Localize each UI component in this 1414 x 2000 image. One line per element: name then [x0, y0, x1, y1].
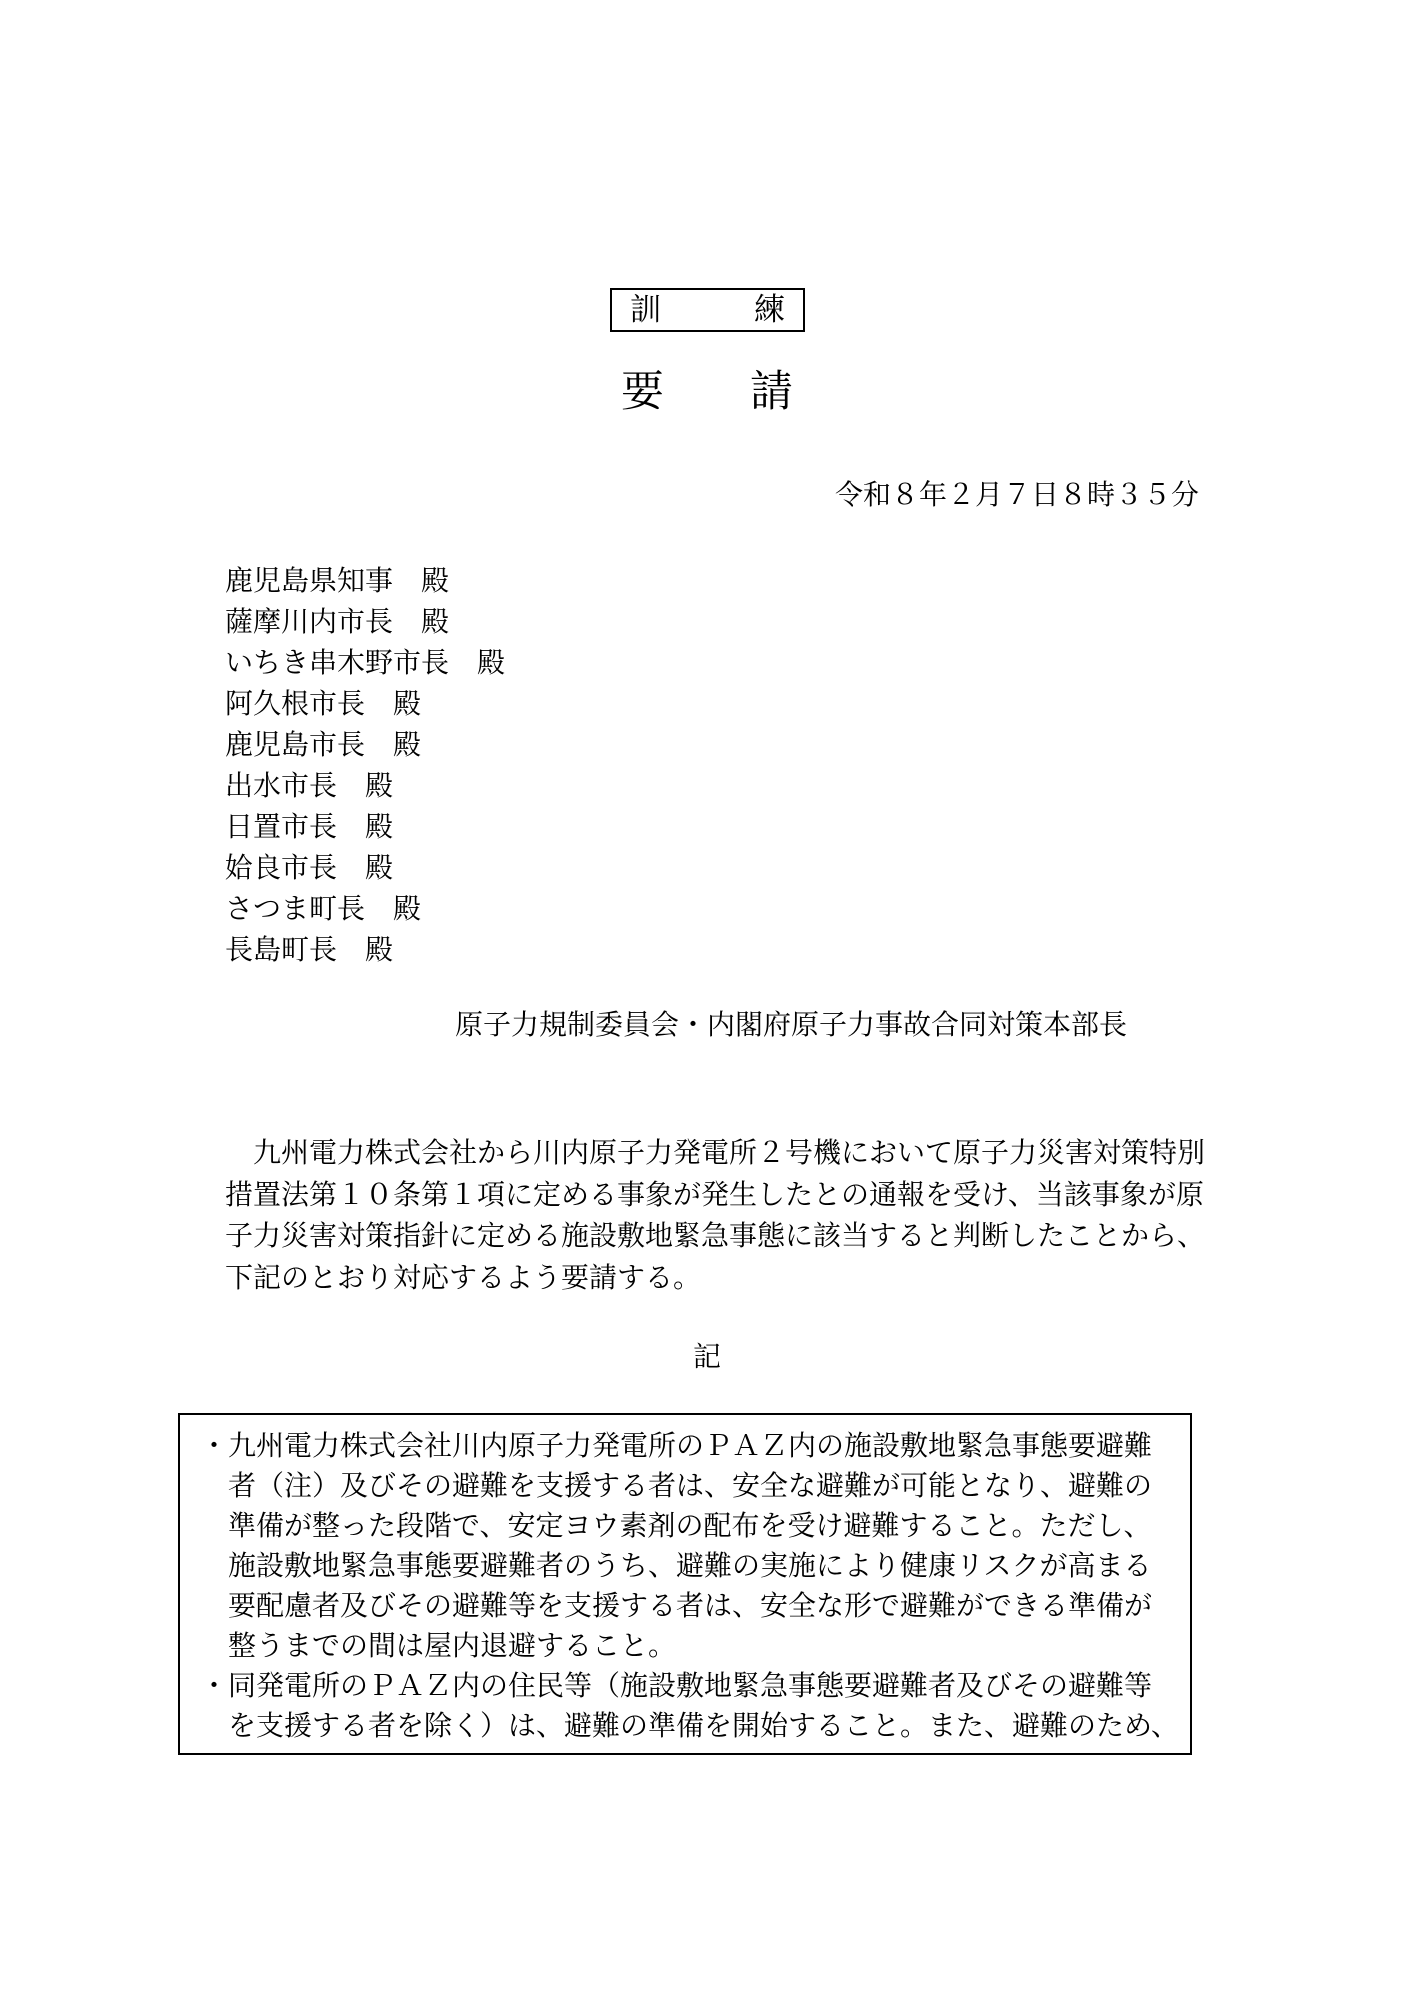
document-title: 要 請 [621, 369, 793, 416]
recipient-line: 出水市長 殿 [225, 771, 394, 802]
notation-ki: 記 [692, 1342, 721, 1373]
notice-line: 要配慮者及びその避難等を支援する者は、安全な形で避難ができる準備が [228, 1591, 1153, 1622]
body-line: 措置法第１０条第１項に定める事象が発生したとの通報を受け、当該事象が原 [225, 1179, 1204, 1211]
issue-datetime: 令和８年２月７日８時３５分 [835, 480, 1200, 511]
notice-line: 準備が整った段階で、安定ヨウ素剤の配布を受け避難すること。ただし、 [228, 1511, 1152, 1542]
body-paragraph [225, 1133, 1209, 1299]
notice-line: 者（注）及びその避難を支援する者は、安全な避難が可能となり、避難の [228, 1471, 1153, 1502]
recipient-line: 阿久根市長 殿 [225, 689, 422, 720]
recipient-line: いちき串木野市長 殿 [225, 648, 506, 679]
recipient-line: さつま町長 殿 [225, 894, 422, 925]
drill-stamp-box [610, 288, 805, 332]
notice-line: ・同発電所のＰＡＺ内の住民等（施設敷地緊急事態要避難者及びその避難等 [200, 1671, 1153, 1702]
recipient-line: 長島町長 殿 [225, 935, 394, 966]
notice-box [178, 1413, 1192, 1755]
sender-title: 原子力規制委員会・内閣府原子力事故合同対策本部長 [455, 1010, 1128, 1041]
drill-stamp-label: 訓 練 [630, 292, 785, 327]
body-line: 下記のとおり対応するよう要請する。 [225, 1262, 702, 1294]
recipient-line: 鹿児島県知事 殿 [225, 566, 450, 597]
notice-line: 整うまでの間は屋内退避すること。 [228, 1631, 677, 1662]
recipient-line: 薩摩川内市長 殿 [225, 607, 450, 638]
recipient-line: 姶良市長 殿 [225, 853, 394, 884]
recipient-line: 日置市長 殿 [225, 812, 394, 843]
body-line: 九州電力株式会社から川内原子力発電所２号機において原子力災害対策特別 [225, 1138, 1206, 1169]
recipient-list [225, 561, 505, 971]
recipient-line: 鹿児島市長 殿 [225, 730, 422, 761]
notice-line: ・九州電力株式会社川内原子力発電所のＰＡＺ内の施設敷地緊急事態要避難 [200, 1431, 1153, 1462]
body-line: 子力災害対策指針に定める施設敷地緊急事態に該当すると判断したことから、 [225, 1221, 1206, 1252]
notice-line: を支援する者を除く）は、避難の準備を開始すること。また、避難のため、 [228, 1711, 1179, 1742]
notice-line: 施設敷地緊急事態要避難者のうち、避難の実施により健康リスクが高まる [228, 1551, 1152, 1582]
